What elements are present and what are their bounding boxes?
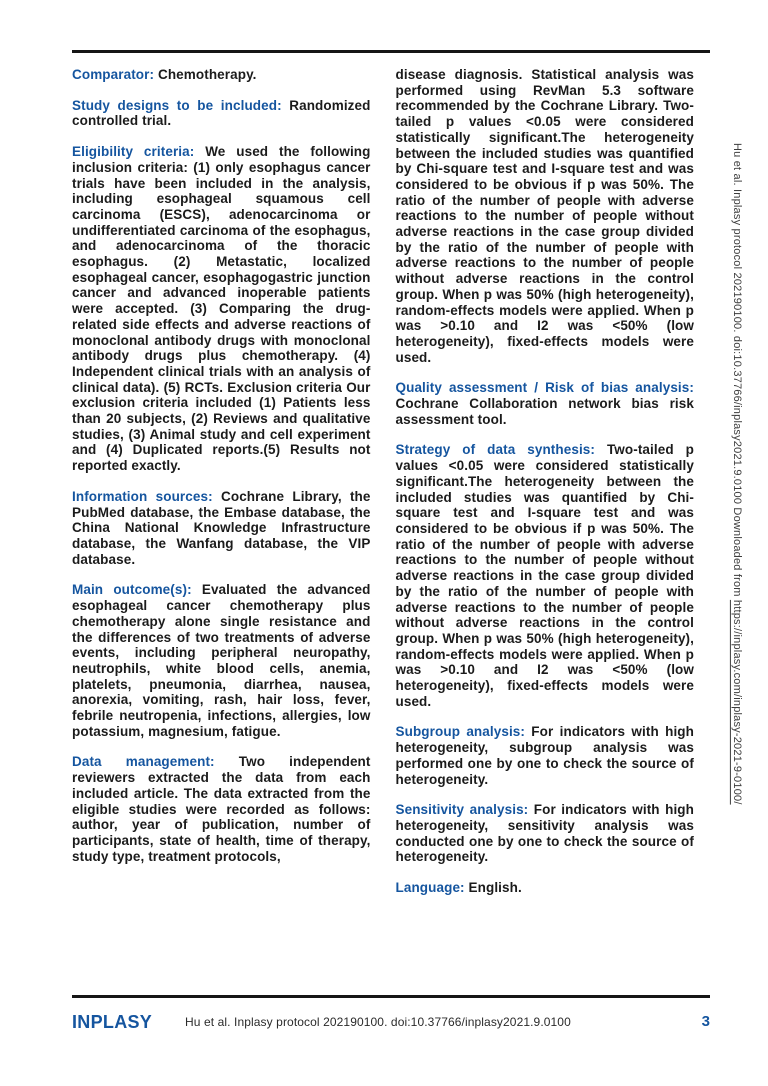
top-rule — [72, 50, 710, 53]
section-paragraph — [396, 67, 695, 365]
section-paragraph — [396, 724, 695, 787]
section-paragraph — [72, 98, 371, 129]
section-body: We used the following inclusion criteria: (1) only esophagus cancer trials have been included in the analysis, including esophageal squamous cell carcinoma (ESCS), adenocarcinoma or undifferentiated carcinoma of the esophagus, and adenocarcinoma of the thoracic esophagus. (2) Metastatic, localized esophageal cancer, esophagogastric junction cancer and advanced inoperable patients were accepted. (3) Comparing the drug-related side effects and adverse reactions of monoclonal antibody drugs with monoclonal antibody drugs plus chemotherapy. (4) Independent clinical trials with an analysis of clinical data). (5) RCTs. Exclusion criteria Our exclusion criteria included (1) Patients less than 20 subjects, (2) Reviews and qualitative studies, (3) Animal study and cell experiment and (4) Duplicated reports.(5) Results not reported exactly. — [72, 144, 371, 474]
section-paragraph — [396, 380, 695, 427]
sidebar-citation-link[interactable]: https://inplasy.com/inplasy-2021-9-0100/ — [731, 599, 743, 805]
section-heading: Sensitivity analysis: — [395, 802, 534, 818]
section-heading: Information sources: — [72, 488, 221, 504]
section-heading: Strategy of data synthesis: — [395, 442, 607, 458]
section-paragraph — [396, 442, 695, 709]
two-column-content — [72, 67, 694, 896]
left-column — [72, 67, 371, 896]
sidebar-citation-text: Hu et al. Inplasy protocol 202190100. doi:10.37766/inplasy2021.9.0100 Downloaded from — [731, 143, 743, 600]
section-body: Randomized controlled trial. — [72, 97, 371, 129]
section-body: disease diagnosis. Statistical analysis was performed using RevMan 5.3 software recommended by the Cochrane Library. Two-tailed p values <0.05 were considered statistically significant.The heterogeneity between the included studies was quantified by Chi-square test and I-square test and was considered to be obvious if p was 50%. The ratio of the number of people with adverse reactions to the number of people without adverse reactions in the case group divided by the ratio of the number of people with adverse reactions to the number of people without adverse reactions in the control group. When p was 50% (high heterogeneity), random-effects models were applied. When p was >0.10 and I2 was <50% (low heterogeneity), fixed-effects models were used. — [395, 67, 694, 365]
section-body: Two-tailed p values <0.05 were considered statistically significant.The heterogeneity between the included studies was quantified by Chi-square test and I-square test and was considered to be obvious if p was 50%. The ratio of the number of people with adverse reactions to the number of people without adverse reactions in the case group divided by the ratio of the number of people with adverse reactions to the number of people without adverse reactions in the control group. When p was 50% (high heterogeneity), random-effects models were applied. When p was >0.10 and I2 was <50% (low heterogeneity), fixed-effects models were used. — [395, 442, 694, 709]
section-body: Cochrane Collaboration network bias risk assessment tool. — [395, 396, 694, 427]
section-paragraph — [72, 489, 371, 568]
page-number: 3 — [701, 1013, 710, 1030]
section-body: For indicators with high heterogeneity, subgroup analysis was performed one by one to check the source of heterogeneity. — [395, 724, 694, 787]
section-heading: Quality assessment / Risk of bias analysis: — [395, 380, 694, 396]
footer-citation: Hu et al. Inplasy protocol 202190100. doi:10.37766/inplasy2021.9.0100 — [185, 1015, 571, 1029]
sidebar-citation — [731, 143, 743, 903]
right-column — [396, 67, 695, 896]
section-paragraph — [72, 754, 371, 864]
section-paragraph — [72, 582, 371, 739]
section-heading: Study designs to be included: — [72, 97, 290, 113]
section-heading: Subgroup analysis: — [395, 724, 532, 740]
section-paragraph — [72, 144, 371, 474]
section-body: Two independent reviewers extracted the data from each included article. The data extracted from the eligible studies were recorded as follows: author, year of publication, number of participants, state of health, time of therapy, study type, treatment protocols, — [72, 754, 371, 864]
section-body: Chemotherapy. — [157, 67, 257, 82]
section-body: Evaluated the advanced esophageal cancer chemotherapy plus chemotherapy alone single resistance and the differences of two treatments of adverse events, including peripheral neuropathy, neutrophils, white blood cells, anemia, platelets, pneumonia, diarrhea, nausea, anorexia, vomiting, rash, hair loss, fever, febrile neutropenia, infections, allergies, low potassium, magnesium, fatigue. — [72, 582, 371, 739]
section-body: English. — [468, 880, 522, 896]
section-heading: Main outcome(s): — [72, 582, 202, 598]
section-body: For indicators with high heterogeneity, sensitivity analysis was conducted one by one to check the source of heterogeneity. — [395, 802, 694, 865]
section-paragraph — [396, 880, 695, 896]
section-heading: Eligibility criteria: — [72, 144, 206, 160]
section-paragraph — [396, 802, 695, 865]
section-heading: Comparator: — [72, 67, 158, 82]
footer — [72, 1008, 710, 1042]
footer-rule — [72, 995, 710, 998]
section-heading: Data management: — [72, 754, 239, 770]
section-paragraph — [72, 67, 371, 83]
section-heading: Language: — [395, 880, 469, 896]
inplasy-logo: INPLASY — [72, 1012, 153, 1032]
section-body: Cochrane Library, the PubMed database, the Embase database, the China National Knowledge Infrastructure database, the Wanfang database, the VIP database. — [72, 488, 371, 567]
